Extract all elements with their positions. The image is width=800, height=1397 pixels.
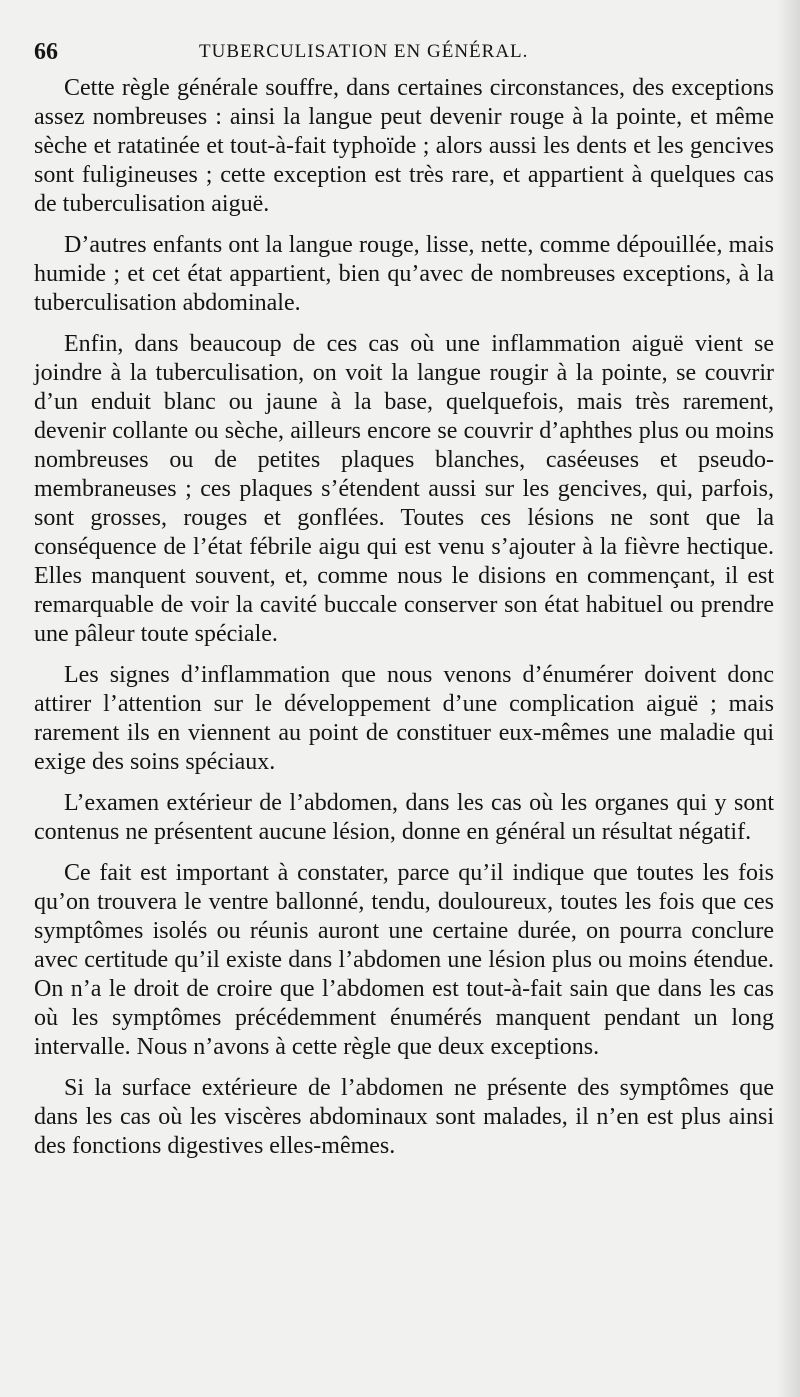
running-title: TUBERCULISATION EN GÉNÉRAL. (199, 41, 529, 62)
paragraph-4: Les signes d’inflammation que nous venons d’énumérer doivent donc attirer l’attention sur le développement d’une complication aiguë ; mais rarement ils en viennent au point de constituer eux-mêmes une maladie qui exige des soins spéciaux. (34, 662, 774, 775)
paragraph-7: Si la surface extérieure de l’abdomen ne présente des symptômes que dans les cas où les viscères abdominaux sont malades, il n’en est plus ainsi des fonctions digestives elles-mêmes. (34, 1075, 774, 1159)
page-header (34, 34, 774, 70)
paragraph-2: D’autres enfants ont la langue rouge, lisse, nette, comme dépouillée, mais humide ; et cet état appartient, bien qu’avec de nombreuses exceptions, à la tuberculisation abdominale. (34, 232, 774, 316)
paragraph-5: L’examen extérieur de l’abdomen, dans les cas où les organes qui y sont contenus ne présentent aucune lésion, donne en général un résultat négatif. (34, 790, 774, 845)
paragraph-3: Enfin, dans beaucoup de ces cas où une inflammation aiguë vient se joindre à la tuberculisation, on voit la langue rougir à la pointe, se couvrir d’un enduit blanc ou jaune à la base, quelquefois, mais très rarement, devenir collante ou sèche, ailleurs encore se couvrir d’aphthes plus ou moins nombreuses ou de petites plaques blanches, caséeuses et pseudo-membraneuses ; ces plaques s’étendent aussi sur les gencives, qui, parfois, sont grosses, rouges et gonflées. Toutes ces lésions ne sont que la conséquence de l’état fébrile aigu qui est venu s’ajouter à la fièvre hectique. Elles manquent souvent, et, comme nous le disions en commençant, il est remarquable de voir la cavité buccale conserver son état habituel ou prendre une pâleur toute spéciale. (34, 331, 774, 647)
paragraph-6: Ce fait est important à constater, parce qu’il indique que toutes les fois qu’on trouvera le ventre ballonné, tendu, douloureux, toutes les fois que ces symptômes isolés ou réunis auront une certaine durée, on pourra conclure avec certitude qu’il existe dans l’abdomen une lésion plus ou moins étendue. On n’a le droit de croire que l’abdomen est tout-à-fait sain que dans les cas où les symptômes précédemment énumérés manquent pendant un long intervalle. Nous n’avons à cette règle que deux exceptions. (34, 860, 774, 1060)
paragraph-1: Cette règle générale souffre, dans certaines circonstances, des exceptions assez nombreuses : ainsi la langue peut devenir rouge à la pointe, et même sèche et ratatinée et tout-à-fait typhoïde ; alors aussi les dents et les gencives sont fuligineuses ; cette exception est très rare, et appartient à quelques cas de tuberculisation aiguë. (34, 75, 774, 217)
body-text (34, 74, 774, 1161)
page-number: 66 (34, 39, 58, 65)
